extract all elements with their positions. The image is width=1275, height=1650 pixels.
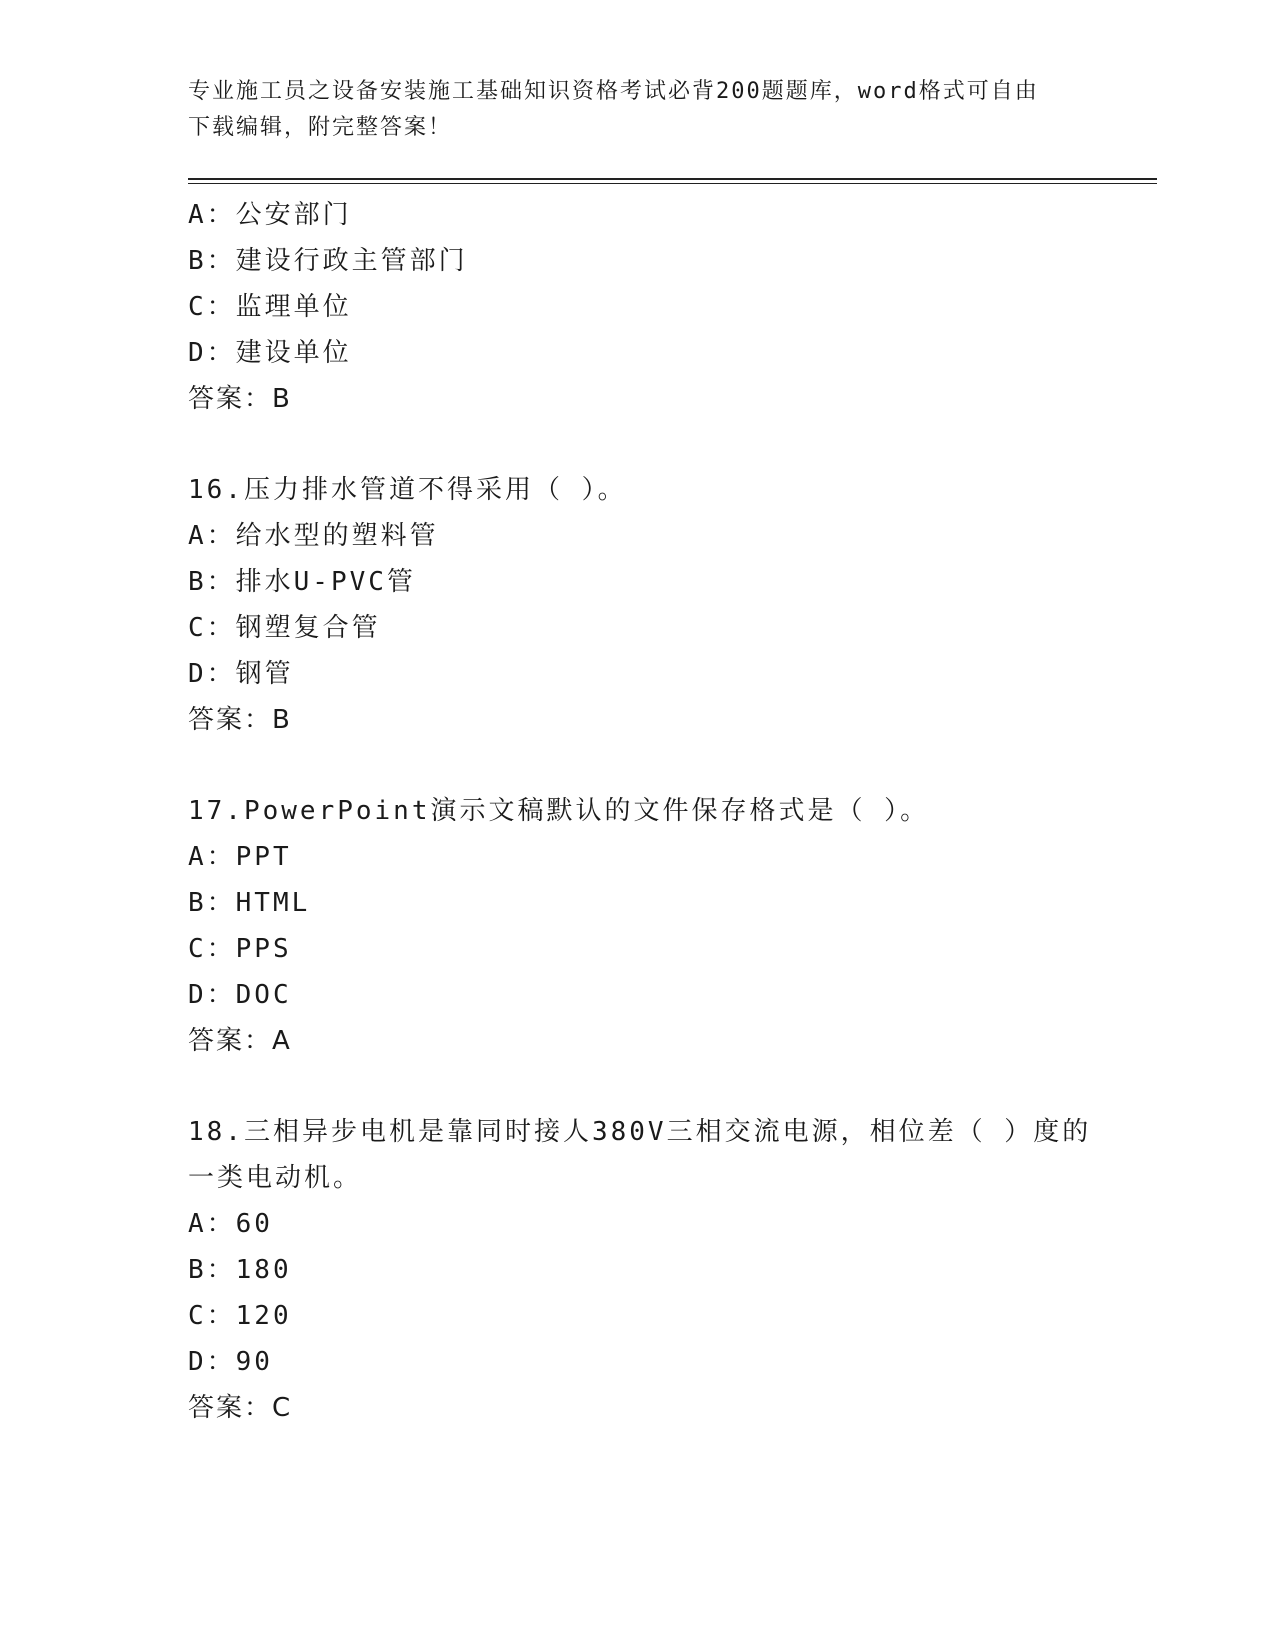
header-divider-thin <box>188 183 1157 184</box>
option-b: B：180 <box>188 1255 292 1285</box>
header-line: 专业施工员之设备安装施工基础知识资格考试必背200题题库，word格式可自由 <box>188 79 1039 104</box>
header-line: 下载编辑，附完整答案！ <box>188 115 453 140</box>
option-a: A：60 <box>188 1209 273 1239</box>
question-text: 17.PowerPoint演示文稿默认的文件保存格式是（ ）。 <box>188 796 930 826</box>
option-d: D：钢管 <box>188 659 294 689</box>
answer-line: 答案：C <box>188 1393 293 1423</box>
option-d: D：90 <box>188 1347 273 1377</box>
answer-line: 答案：B <box>188 384 292 414</box>
document-header <box>188 74 1088 146</box>
option-d: D：DOC <box>188 980 292 1010</box>
option-c: C：监理单位 <box>188 292 352 322</box>
question-block <box>188 192 1088 422</box>
question-block <box>188 1109 1092 1431</box>
question-block <box>188 467 1088 743</box>
question-text-continued: 一类电动机。 <box>188 1163 363 1193</box>
option-c: C：120 <box>188 1301 292 1331</box>
option-a: A：给水型的塑料管 <box>188 521 439 551</box>
question-text: 18.三相异步电机是靠同时接人380V三相交流电源，相位差（ ）度的 <box>188 1117 1092 1147</box>
option-b: B：建设行政主管部门 <box>188 246 468 276</box>
option-a: A：PPT <box>188 842 292 872</box>
option-c: C：钢塑复合管 <box>188 613 381 643</box>
answer-line: 答案：B <box>188 705 292 735</box>
option-b: B：HTML <box>188 888 311 918</box>
option-a: A：公安部门 <box>188 200 352 230</box>
header-divider <box>188 178 1157 180</box>
option-c: C：PPS <box>188 934 292 964</box>
question-block <box>188 788 1088 1064</box>
option-d: D：建设单位 <box>188 338 352 368</box>
question-list <box>188 192 1092 1431</box>
answer-line: 答案：A <box>188 1026 292 1056</box>
option-b: B：排水U-PVC管 <box>188 567 416 597</box>
question-text: 16.压力排水管道不得采用（ ）。 <box>188 475 627 505</box>
